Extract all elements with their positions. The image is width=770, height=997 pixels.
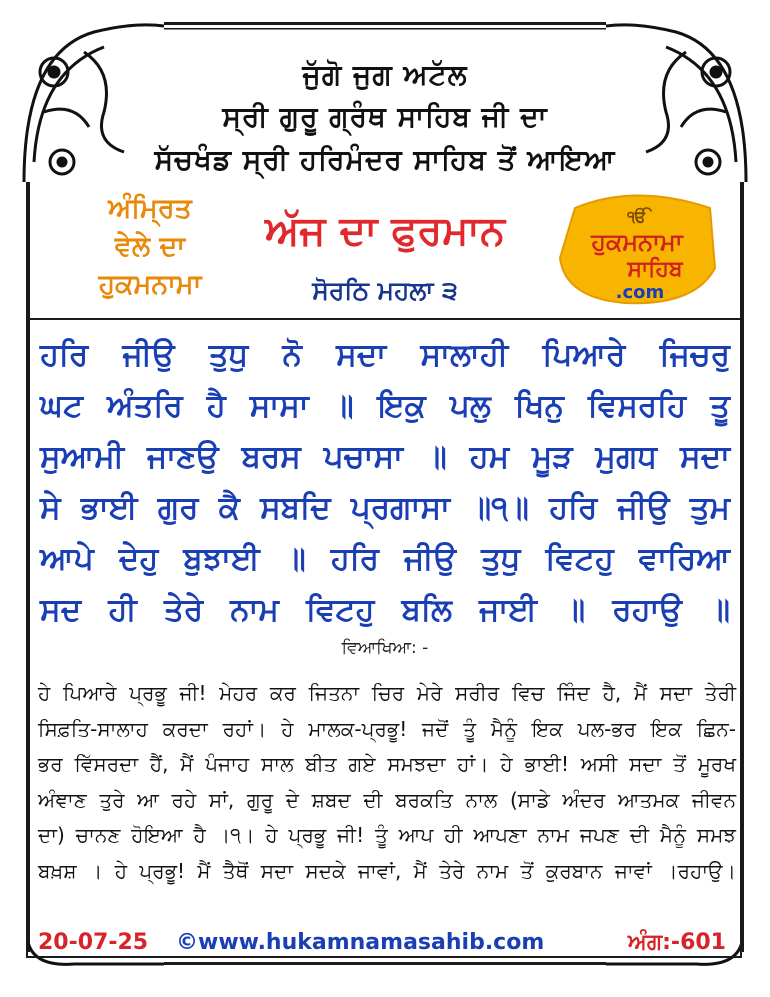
gurbani-line: ਸੇ ਭਾਈ ਗੁਰ ਕੈ ਸਬਦਿ ਪ੍ਰਗਾਸਾ ॥੧॥ ਹਰਿ ਜੀਉ ਤੁਮ	[40, 490, 730, 526]
meaning-line: ਦਾ) ਚਾਨਣ ਹੋਇਆ ਹੈ ।੧। ਹੇ ਪ੍ਰਭੂ ਜੀ! ਤੂੰ ਆਪ ਹੀ ਆਪਣਾ ਨਾਮ ਜਪਣ ਦੀ ਮੈਨੂੰ ਸਮਝ	[38, 823, 736, 847]
gurbani-line: ਘਟ ਅੰਤਰਿ ਹੈ ਸਾਸਾ ॥ ਇਕੁ ਪਲੁ ਖਿਨੁ ਵਿਸਰਹਿ ਤੂ	[40, 388, 730, 424]
footer	[26, 928, 742, 962]
amrit-line-1: ਅੰਮ੍ਰਿਤ	[108, 193, 192, 224]
logo-line-3: .com	[615, 282, 665, 303]
meaning-line: ਬਖ਼ਸ਼ । ਹੇ ਪ੍ਰਭੂ! ਮੈਂ ਤੈਥੋਂ ਸਦਾ ਸਦਕੇ ਜਾਵਾਂ, ਮੈਂ ਤੇਰੇ ਨਾਮ ਤੋਂ ਕੁਰਬਾਨ ਜਾਵਾਂ ।ਰਹਾਉ।	[38, 858, 736, 883]
page-title: ਅੱਜ ਦਾ ਫੁਰਮਾਨ	[265, 208, 505, 254]
hukamnama-sahib-logo	[545, 188, 725, 308]
header-line-3: ਸੱਚਖੰਡ ਸ੍ਰੀ ਹਰਿਮੰਦਰ ਸਾਹਿਬ ਤੋਂ ਆਇਆ	[154, 143, 616, 176]
logo-ek-onkar: ੴ	[627, 207, 647, 226]
gurbani-line: ਸੁਆਮੀ ਜਾਣਉ ਬਰਸ ਪਚਾਸਾ ॥ ਹਮ ਮੂੜ ਮੁਗਧ ਸਦਾ	[40, 439, 730, 475]
footer-date: 20-07-25	[38, 930, 149, 955]
footer-ang-number: ਅੰਗ:-601	[627, 930, 726, 955]
meaning-line: ਅੰਞਾਣ ਤੁਰੇ ਆ ਰਹੇ ਸਾਂ, ਗੁਰੂ ਦੇ ਸ਼ਬਦ ਦੀ ਬਰਕਤਿ ਨਾਲ (ਸਾਡੇ ਅੰਦਰ ਆਤਮਕ ਜੀਵਨ	[38, 787, 736, 812]
meaning-text	[38, 676, 736, 889]
amrit-line-3: ਹੁਕਮਨਾਮਾ	[98, 269, 202, 300]
amrit-line-2: ਵੇਲੇ ਦਾ	[114, 231, 186, 262]
footer-website-link[interactable]: ©www.hukamnamasahib.com	[176, 930, 545, 955]
meaning-line: ਹੇ ਪਿਆਰੇ ਪ੍ਰਭੂ ਜੀ! ਮੇਹਰ ਕਰ ਜਿਤਨਾ ਚਿਰ ਮੇਰੇ ਸਰੀਰ ਵਿਚ ਜਿੰਦ ਹੈ, ਮੈਂ ਸਦਾ ਤੇਰੀ	[38, 681, 736, 705]
gurbani-text	[40, 330, 730, 636]
logo-line-2: ਸਾਹਿਬ	[627, 257, 683, 282]
header-line-2: ਸ੍ਰੀ ਗੁਰੂ ਗ੍ਰੰਥ ਸਾਹਿਬ ਜੀ ਦਾ	[222, 100, 548, 133]
meaning-line: ਭਰ ਵਿੱਸਰਦਾ ਹੈਂ, ਮੈਂ ਪੰਜਾਹ ਸਾਲ ਬੀਤ ਗਏ ਸਮਝਦਾ ਹਾਂ। ਹੇ ਭਾਈ! ਅਸੀ ਸਦਾ ਤੋਂ ਮੂਰਖ	[38, 752, 736, 776]
raag-heading: ਸੋਰਠਿ ਮਹਲਾ ੩	[312, 276, 458, 305]
gurbani-line: ਹਰਿ ਜੀਉ ਤੁਧੁ ਨੋ ਸਦਾ ਸਾਲਾਹੀ ਪਿਆਰੇ ਜਿਚਰੁ	[40, 337, 730, 373]
header-line-1: ਜੁੱਗੋ ਜੁਗ ਅਟੱਲ	[302, 58, 468, 91]
logo-line-1: ਹੁਕਮਨਾਮਾ	[591, 228, 683, 256]
amrit-vele-label	[70, 190, 230, 304]
meaning-line: ਸਿਫ਼ਤਿ-ਸਾਲਾਹ ਕਰਦਾ ਰਹਾਂ। ਹੇ ਮਾਲਕ-ਪ੍ਰਭੂ! ਜਦੋਂ ਤੂੰ ਮੈਨੂੰ ਇਕ ਪਲ-ਭਰ ਇਕ ਛਿਨ-	[38, 716, 736, 741]
gurbani-line: ਸਦ ਹੀ ਤੇਰੇ ਨਾਮ ਵਿਟਹੁ ਬਲਿ ਜਾਈ ॥ ਰਹਾਉ ॥	[40, 592, 730, 628]
gurbani-line: ਆਪੇ ਦੇਹੁ ਬੁਝਾਈ ॥ ਹਰਿ ਜੀਉ ਤੁਧੁ ਵਿਟਹੁ ਵਾਰਿਆ	[40, 541, 730, 577]
vyakhya-label: ਵਿਆਖਿਆ: -	[341, 638, 429, 658]
